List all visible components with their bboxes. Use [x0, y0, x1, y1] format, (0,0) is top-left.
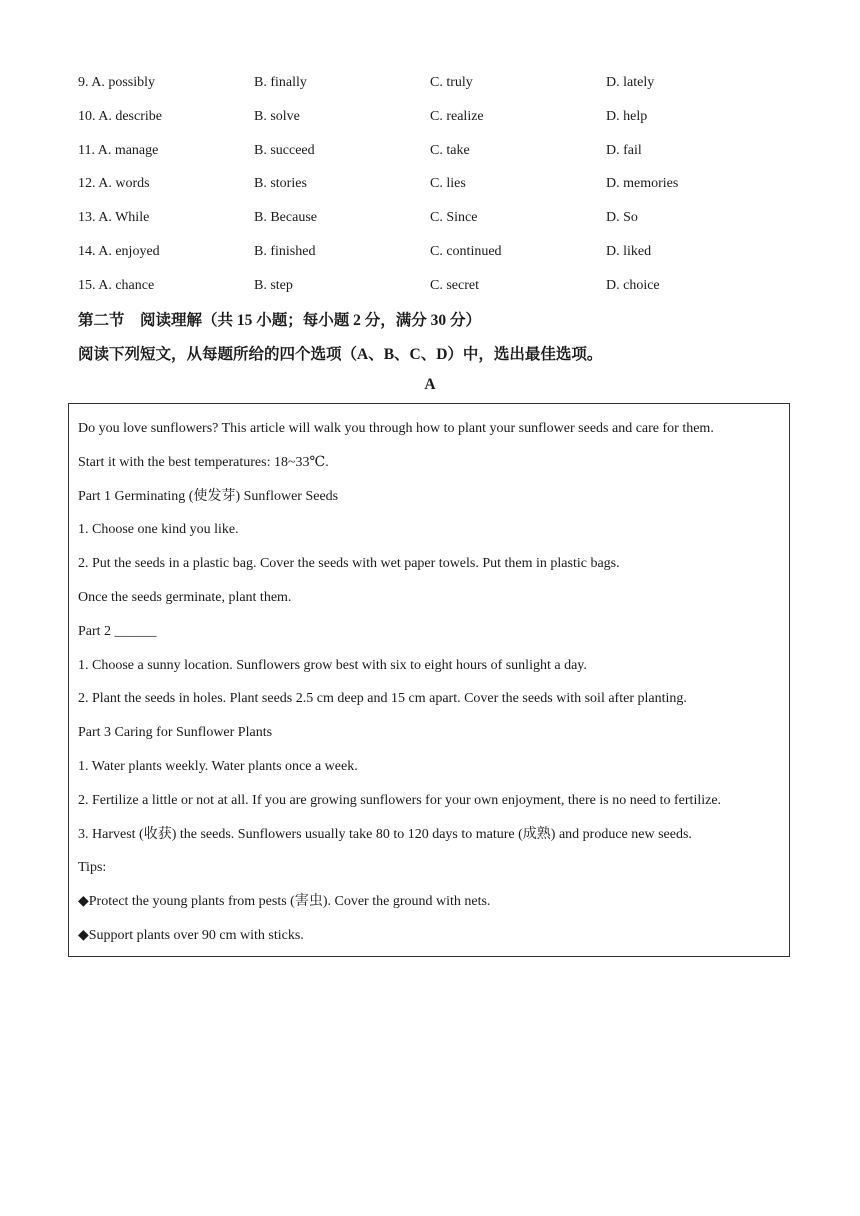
option-c: C. lies: [430, 176, 466, 192]
part2-step2: 2. Plant the seeds in holes. Plant seeds 2.5 cm deep and 15 cm apart. Cover the seeds with soil after planting.: [78, 691, 687, 707]
option-b: B. finally: [254, 75, 307, 90]
part1-heading: Part 1 Germinating (使发芽) Sunflower Seeds: [78, 488, 339, 504]
option-c: C. secret: [430, 277, 479, 293]
option-row: [78, 205, 798, 239]
part1-step2: 2. Put the seeds in a plastic bag. Cover the seeds with wet paper towels. Put them in plastic bags.: [78, 556, 620, 572]
passage-intro: Do you love sunflowers? This article will walk you through how to plant your sunflower seeds and care for them.: [78, 421, 714, 436]
option-d: D. help: [606, 108, 648, 124]
option-d: D. fail: [606, 142, 642, 158]
option-b: B. finished: [254, 243, 316, 259]
option-row: [78, 171, 798, 205]
option-d: D. choice: [606, 277, 660, 293]
option-a: 9. A. possibly: [78, 75, 156, 90]
part3-step1: 1. Water plants weekly. Water plants once a week.: [78, 758, 358, 774]
option-c: C. continued: [430, 243, 502, 259]
option-d: D. liked: [606, 243, 652, 259]
option-row: [78, 104, 798, 138]
option-b: B. Because: [254, 210, 317, 226]
tips-heading: Tips:: [78, 860, 107, 876]
option-d: D. memories: [606, 176, 679, 192]
tip-item: ◆Support plants over 90 cm with sticks.: [78, 927, 304, 943]
part2-heading: Part 2 ______: [78, 623, 157, 639]
option-b: B. step: [254, 277, 293, 293]
tip-item: ◆Protect the young plants from pests (害虫). Cover the ground with nets.: [78, 894, 491, 910]
passage-box: [68, 403, 790, 957]
option-c: C. realize: [430, 108, 484, 124]
option-a: 14. A. enjoyed: [78, 243, 160, 259]
option-a: 11. A. manage: [78, 142, 159, 158]
part3-step3: 3. Harvest (收获) the seeds. Sunflowers usually take 80 to 120 days to mature (成熟) and produce new seeds.: [78, 826, 692, 842]
option-b: B. succeed: [254, 142, 315, 158]
passage-letter: A: [424, 376, 436, 393]
passage-text: [78, 416, 783, 957]
part1-note: Once the seeds germinate, plant them.: [78, 589, 292, 605]
part3-step2: 2. Fertilize a little or not at all. If you are growing sunflowers for your own enjoyment, there is no need to fertilize.: [78, 792, 722, 808]
section-instruction: 阅读下列短文，从每题所给的四个选项（A、B、C、D）中，选出最佳选项。: [78, 346, 603, 363]
option-d: D. So: [606, 210, 638, 226]
option-c: C. Since: [430, 210, 478, 226]
option-a: 12. A. words: [78, 176, 150, 192]
part2-step1: 1. Choose a sunny location. Sunflowers grow best with six to eight hours of sunlight a day.: [78, 657, 587, 673]
part3-heading: Part 3 Caring for Sunflower Plants: [78, 725, 273, 741]
option-row: [78, 138, 798, 172]
answer-options: [78, 70, 798, 307]
option-a: 10. A. describe: [78, 108, 162, 124]
section-title: 第二节 阅读理解（共 15 小题；每小题 2 分，满分 30 分）: [78, 312, 482, 329]
option-a: 15. A. chance: [78, 277, 155, 293]
option-row: [78, 239, 798, 273]
option-c: C. truly: [430, 75, 473, 90]
passage-temperature: Start it with the best temperatures: 18~33℃.: [78, 454, 329, 470]
option-b: B. stories: [254, 176, 307, 192]
option-row: [78, 70, 798, 104]
option-b: B. solve: [254, 108, 300, 124]
option-row: [78, 273, 798, 307]
option-d: D. lately: [606, 75, 655, 90]
option-a: 13. A. While: [78, 210, 150, 226]
option-c: C. take: [430, 142, 470, 158]
part1-step1: 1. Choose one kind you like.: [78, 522, 239, 538]
